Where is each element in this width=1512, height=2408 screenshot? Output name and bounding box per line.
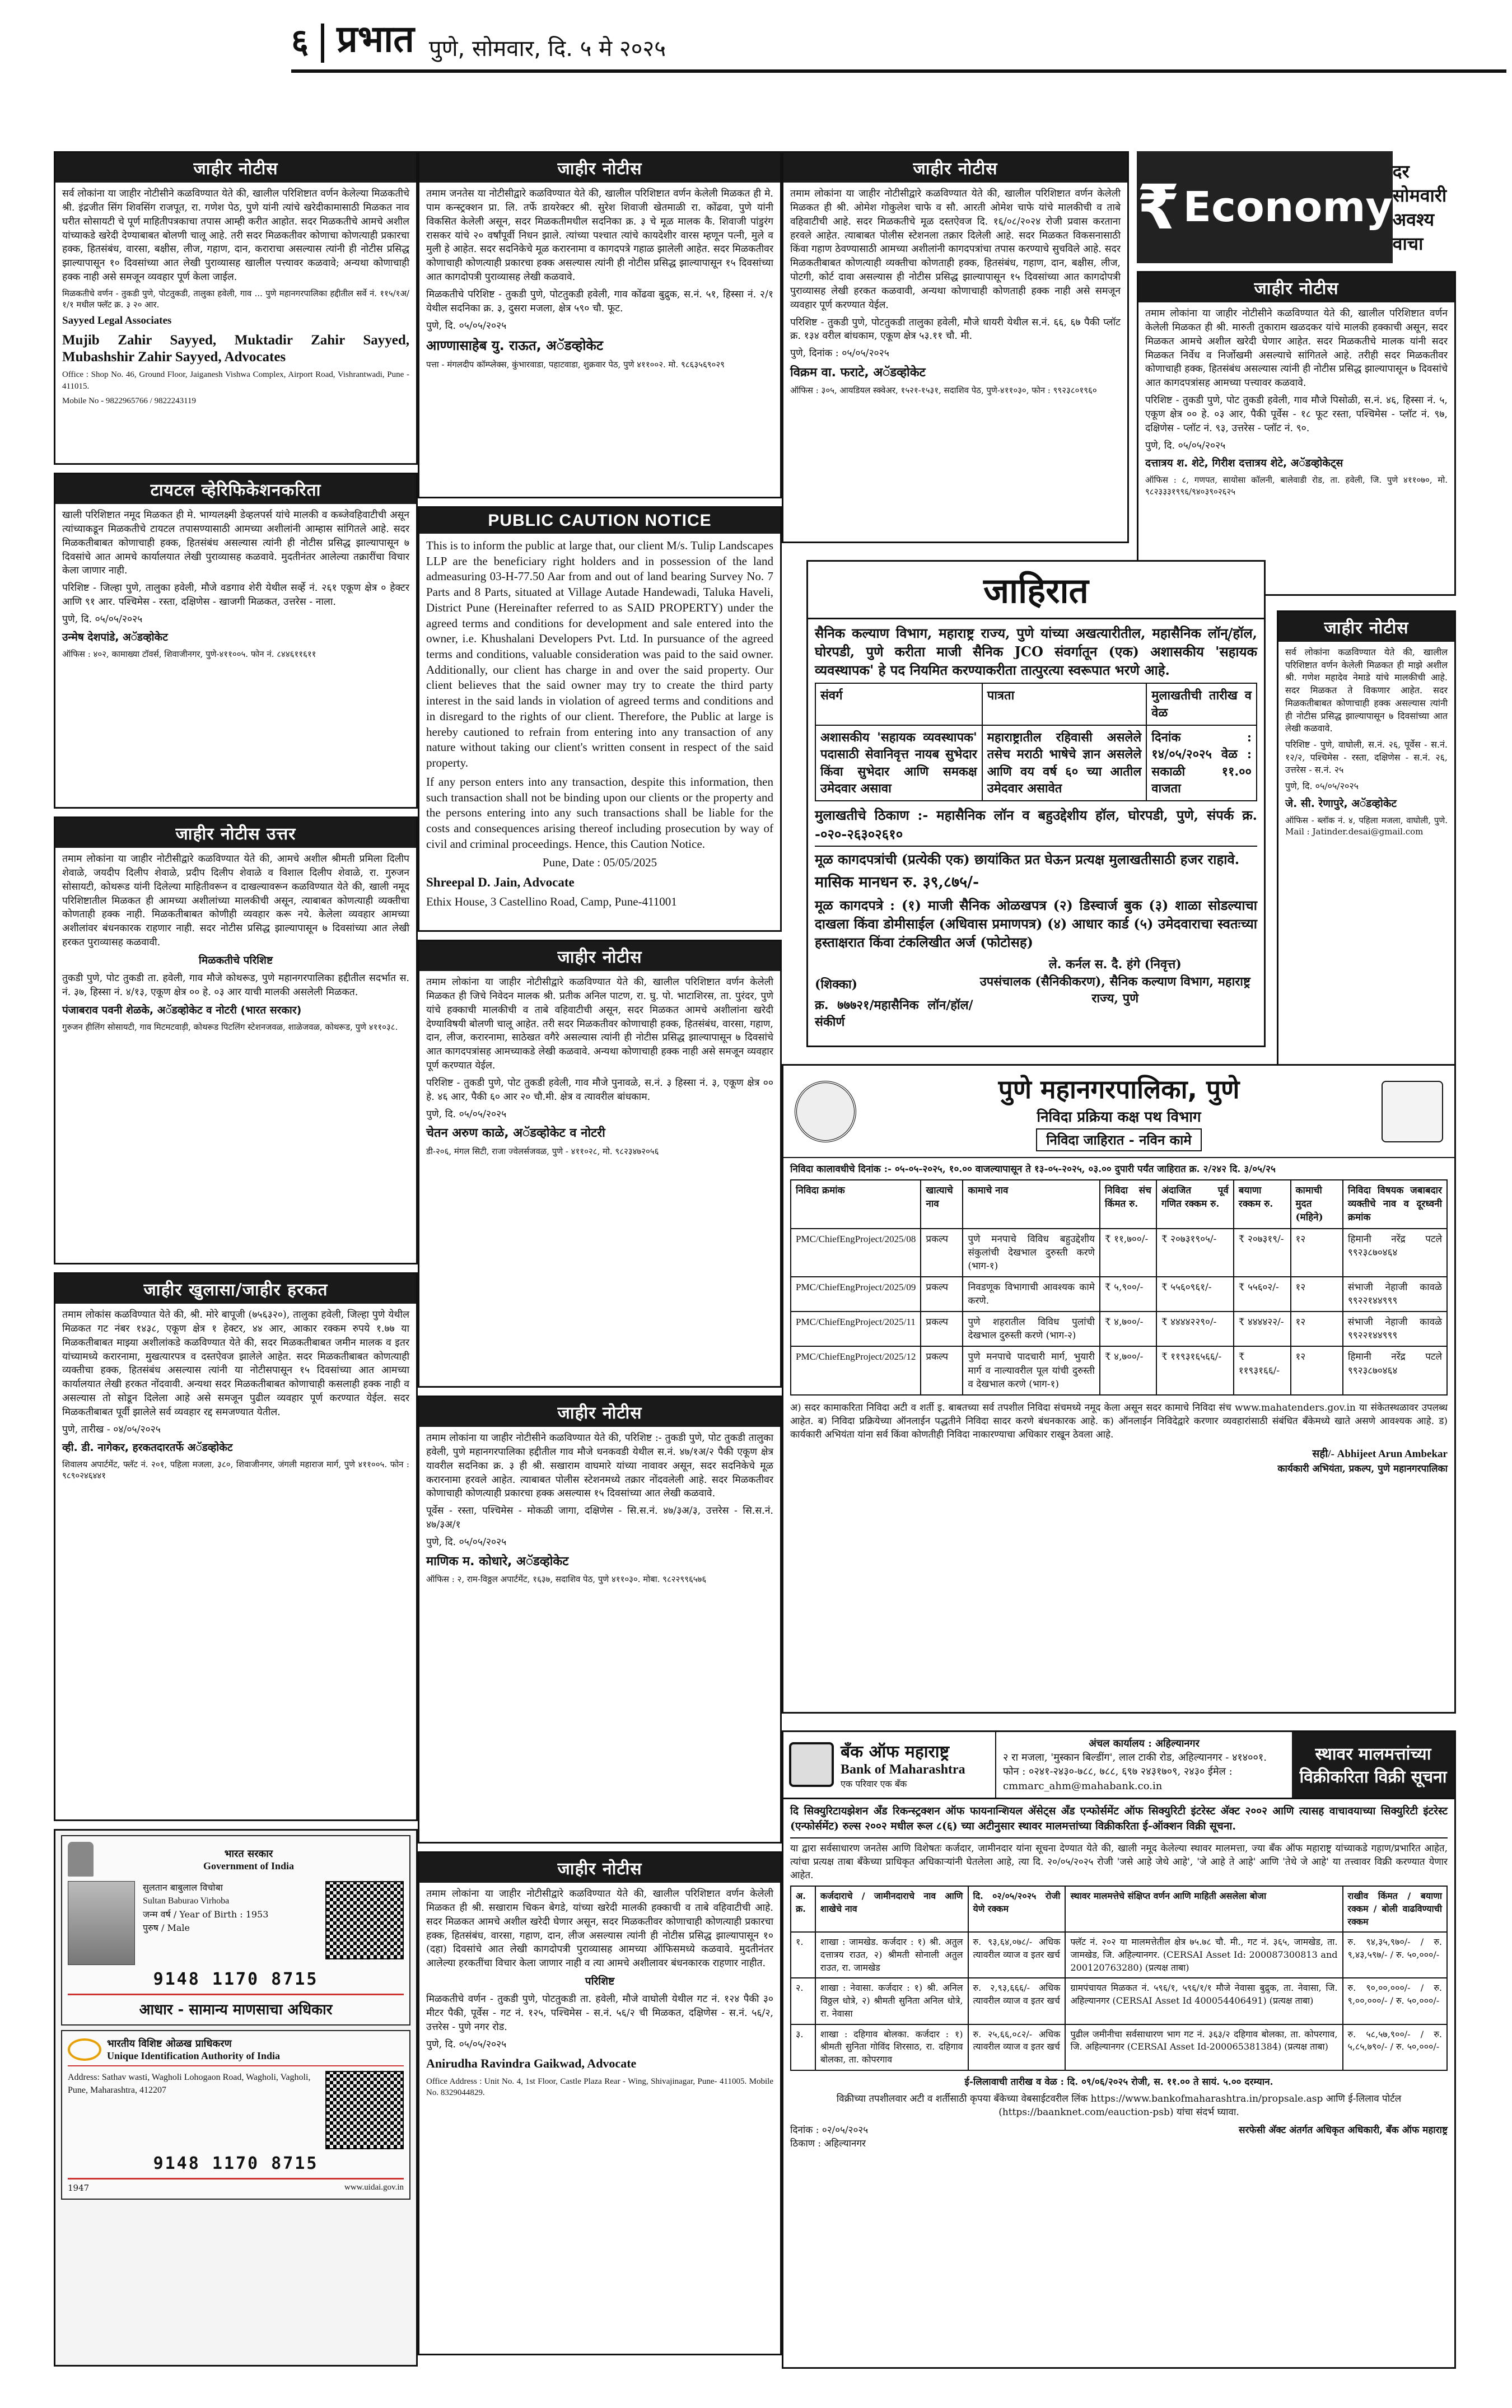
ad-designation: उपसंचालक (सैनिकीकरण), सैनिक कल्याण विभाग, महाराष्ट्र राज्य, पुणे: [979, 974, 1250, 1006]
notice-date: पुणे, दि. ०५/०५/२०२५: [426, 1536, 507, 1548]
caution-body-2: If any person enters into any transaction, despite this information, then such transaction shall not be binding upon our clients or the property and the persons entering into any such transactions shall be liable for the costs and consequences arising thereof including prosecution by way of civil and criminal proceedings. Hence, this Caution Notice.: [426, 774, 773, 851]
notice-heading: जाहीर नोटीस: [419, 1397, 780, 1427]
notice-objection: [54, 1272, 418, 1821]
emblem-icon: [68, 1842, 94, 1877]
notice-body: तमाम लोकांस कळविण्यात येते की, श्री. मोरे बापूजी (७५६३२०), तालुका हवेली, जिल्हा पुणे येथील मिळकत गट नंबर १४३८, एकूण क्षेत्र १ हेक्टर, ४४ आर, आकार रक्कम रुपये १.७७ या मिळकतीबाबत माझ्या अशीलांकडे कळविण्यात येते की, सदर मिळकतीबाबत जमीन मालक व इतर यांच्यामध्ये करारनामा, मुखत्यारपत्र व दस्तऐवज झालेले आहेत. सदर मिळकतीबाबत कोणत्याही व्यक्तीचा हक्क, हितसंबंध असल्यास त्यांनी या नोटीसपासून १५ दिवसांच्या आत आमच्या कार्यालयात लेखी हरकत नोंदवावी. अन्यथा सदर मिळकतीबाबत कोणाचाही कसलाही हक्क नाही व असल्यास तो सोडून दिलेला आहे असे समजून पुढील व्यवहार पूर्ण करण्यात येईल. सदर मिळकतीबाबत पूर्वी झालेले सर्व व्यवहार रद्द समजण्यात येतील.: [62, 1309, 409, 1418]
advocate-names: Mujib Zahir Sayyed, Muktadir Zahir Sayyed, Mubashshir Zahir Sayyed, Advocates: [62, 333, 409, 365]
notice-heading: जाहीर नोटीस: [55, 153, 416, 183]
pmc-signature: सही/- Abhijeet Arun Ambekar: [1312, 1448, 1448, 1460]
advocate-name: आण्णासाहेब यु. राऊत, अॅडव्होकेट: [426, 338, 604, 354]
auction-cell: १.: [791, 1932, 815, 1978]
notice-schedule: परिशिष्ट - तुकडी पुणे, पोट तुकडी हवेली, गाव मौजे पुनावळे, स.नं. ३ हिस्सा नं. ३, एकूण क्षेत्र ०० हे. ४६ आर, पैकी ६० आर २० चौ.मी. क्षेत्र व त्यावरील बांधकाम.: [426, 1077, 773, 1103]
pmc-cell: ₹ ११९३१६६/-: [1234, 1346, 1291, 1394]
qr-code-icon: [325, 2071, 404, 2149]
auction-col-head: दि. ०२/०५/२०२५ रोजी येणे रक्कम: [968, 1886, 1066, 1932]
notice-schedule: पूर्वेस - रस्ता, पश्चिमेस - मोकळी जागा, दक्षिणेस - सि.स.नं. ४७/३अ/३, उत्तरेस - सि.स.नं. ४७/३अ/१: [426, 1505, 773, 1531]
ad-cell: दिनांक : १४/०५/२०२५ वेळ : सकाळी ११.०० वाजता: [1146, 725, 1257, 801]
uidai-website: www.uidai.gov.in: [344, 2183, 404, 2192]
public-caution-notice: [418, 506, 782, 932]
pmc-col-head: निविदा संच किंमत रु.: [1100, 1180, 1156, 1228]
notice-schedule: परिशिष्ट - जिल्हा पुणे, तालुका हवेली, मौजे वडगाव शेरी येथील सर्व्हे नं. २६१ एकूण क्षेत्र ० हेक्टर आणि ९१ आर. पश्चिमेस - रस्ता, दक्षिणेस - खाजगी मिळकत, उत्तरेस - नाला.: [62, 582, 409, 608]
auction-cell: फ्लॅट नं. २०२ या मालमत्तेतील क्षेत्र ७५.७८ चौ. मी., गट नं. ३६५, जामखेड, ता. जामखेड, जि. अहिल्यानगर. (CERSAI Asset Id: 200087300813 and 200120763280) (प्रत्यक्ष ताबा): [1065, 1932, 1342, 1978]
bank-name: बँक ऑफ महाराष्ट्र: [841, 1742, 950, 1762]
auction-cell: शाखा : जामखेड. कर्जदार : १) श्री. अतुल दत्तात्रय राउत, २) श्रीमती सोनाली अतुल राउत, रा. जामखेड: [815, 1932, 968, 1978]
office-address: ऑफिस : ४०२, कामाख्या टॉवर्स, शिवाजीनगर, पुणे-४११००५. फोन नं. ८४४६११६११: [62, 648, 316, 659]
pmc-col-head: अंदाजित पूर्व गणित रक्कम रु.: [1156, 1180, 1234, 1228]
auction-cell: पुढील जमीनीचा सर्वसाधारण भाग गट नं. ३६३/२ दहिगाव बोलका, ता. कोपरगाव, जि. अहिल्यानगर (CERSAI Asset Id-200065381384) (प्रत्यक्ष ताबा): [1065, 2024, 1342, 2070]
pmc-cell: संभाजी नेहाजी कावळे ९९२२१४४९९९: [1343, 1312, 1447, 1346]
table-row: [791, 2024, 1447, 2070]
ad-docs: मूळ कागदपत्रे : (१) माजी सैनिक ओळखपत्र (२) डिस्चार्ज बुक (३) शाळा सोडल्याचा दाखला किंवा डोमीसाईल (अधिवास प्रमाणपत्र) (४) आधार कार्ड (५) उमेदवाराचा स्वतःच्या हस्ताक्षरात किंवा टंकलिखीत अर्ज (फोटोसह): [815, 897, 1257, 951]
notice-schedule: परिशिष्ट - तुकडी पुणे, पोटतुकडी तालुका हवेली, मौजे धायरी येथील स.नं. ६६, ६७ पैकी प्लॉट क्र. १३४ वरील बांधकाम, एकूण क्षेत्र ५३.११ चौ. मी.: [790, 316, 1121, 342]
notice-heading: जाहीर नोटीस: [1278, 612, 1454, 642]
column-3: [782, 151, 1129, 554]
office-address: ऑफिस - ब्लॉक नं. ४, पहिला मजला, वाघोली, पुणे. Mail : Jatinder.desai@gmail.com: [1285, 815, 1448, 837]
bank-body: या द्वारा सर्वसाधारण जनतेस आणि विशेषतः कर्जदार, जामीनदार यांना सूचना देण्यात येते की, खाली नमूद केलेल्या स्थावर मालमत्ता, ज्या बँक ऑफ महाराष्ट्र यांच्याकडे गहाण/प्रभारित आहेत, त्यांचा प्रत्यक्ष ताबा बँकेच्या प्राधिकृत अधिकाऱ्यांनी घेतलेला आहे, त्या दि. २०/०५/२०२५ रोजी 'जसे आहे जेथे आहे', 'जे आहे ते आहे' आणि 'तेथे जे आहे' या तत्त्वावर विक्री करण्यात येणार आहेत.: [790, 1842, 1448, 1881]
pmc-col-head: निविदा विषयक जबाबदार व्यक्तीचे नाव व दूरध्वनी क्रमांक: [1343, 1180, 1447, 1228]
bank-office: अंचल कार्यालय : अहिल्यानगर: [1089, 1738, 1200, 1749]
advocate-name: दत्तात्रय श. शेटे, गिरीश दत्तात्रय शेटे, अॅडव्होकेट्स: [1145, 457, 1343, 470]
office-address: गुरुजन हीलिंग सोसायटी, गाव मिटमटवाड़ी, कोथरूड पिटलिंग स्टेशनजवळ, शाळेजवळ, कोथरूड, पुणे ४११०३८.: [62, 1021, 398, 1032]
ad-cell: महाराष्ट्रातील रहिवासी असलेले तसेच मराठी भाषेचे ज्ञान असलेले आणि वय वर्ष ६० च्या आतील उमेदवार असावेत: [982, 725, 1147, 801]
notice-patan: [418, 940, 782, 1388]
aadhaar-logo-icon: [68, 2038, 101, 2061]
pmc-cell: ₹ ५,९००/-: [1100, 1277, 1156, 1312]
notice-date: पुणे, दि. ०५/०५/२०२५: [1285, 781, 1359, 792]
office-address: ऑफिस : २, राम-विठ्ठल अपार्टमेंट, १६३७, सदाशिव पेठ, पुणे ४११०३०. मोबा. ९८२२९९६५७६: [426, 1574, 707, 1584]
notice-date: पुणे, दि. ०५/०५/२०२५: [426, 2038, 507, 2050]
qr-code-icon: [325, 1881, 404, 1959]
pmc-cell: निवडणूक विभागाची आवश्यक कामे करणे.: [963, 1277, 1099, 1312]
gov-label: भारत सरकार: [224, 1847, 273, 1860]
table-row: [791, 1229, 1447, 1277]
pmc-subtitle: निविदा प्रक्रिया कक्ष पथ विभाग: [1037, 1109, 1201, 1126]
advocate-name: व्ही. डी. नागेकर, हरकतदारतर्फे अॅडव्होकेट: [62, 1441, 233, 1454]
masthead: [291, 11, 1506, 73]
economy-tag-1: दर सोमवारी: [1392, 161, 1447, 206]
economy-banner: [1137, 151, 1456, 263]
auction-terms: विक्रीच्या तपशीलवार अटी व शर्तीसाठी कृपया बँकेच्या वेबसाईटवरील लिंक https://www.bankofmaharashtra.in/propsale.asp आणि ई-लिलाव पोर्टल (https://baanknet.com/eauction-psb) यांचा संदर्भ घ्यावा.: [836, 2093, 1402, 2118]
advocate-name: विक्रम वा. फराटे, अॅडव्होकेट: [790, 366, 926, 380]
ad-intro: सैनिक कल्याण विभाग, महाराष्ट्र राज्य, पुणे यांच्या अखत्यारीतील, महासैनिक लॉन्/हॉल, घोरपडी, पुणे करीता माजी सैनिक JCO संवर्गातून (एक) अशासकीय 'सहायक व्यवस्थापक' हे पद नियमित करण्याकरीता तात्पुरत्या स्वरूपात भरणे आहे.: [815, 625, 1257, 679]
aadhaar-card-image: [54, 1829, 418, 2367]
ad-title: जाहिरात: [808, 562, 1264, 619]
pmc-col-head: निविदा क्रमांक: [791, 1180, 921, 1228]
pmc-table: [790, 1179, 1448, 1396]
notice-heading: टायटल व्हेरिफिकेशनकरिता: [55, 474, 416, 504]
pmc-col-head: खात्याचे नाव: [921, 1180, 963, 1228]
advocate-name: उन्मेष देशपांडे, अॅडव्होकेट: [62, 631, 168, 643]
notice-body: तमाम लोकांना या जाहीर नोटीसीने कळविण्यात येते की, परिशिष्ट :- तुकडी पुणे, पोट तुकडी तालुका हवेली, पुणे महानगरपालिका हद्दीतील गाव मौजे धनकवडी येथील स.नं. ४७/१अ/२ पैकी एकूण क्षेत्र यावरील सदनिका क्र. ३ ही श्री. सखाराम वाघमारे यांच्या नावावर असून, सदर सदनिकेचे मूळ करारनामा हरवले आहेत. त्याबाबत पोलीस स्टेशनमध्ये तक्रार नोंदवलेली आहे. सदर मिळकतीवर कोणाचाही कोणत्याही प्रकारचा हक्क असल्यास १५ दिवसांच्या आत लेखी कळवावे.: [426, 1432, 773, 1500]
pmc-emblem-icon: [795, 1081, 856, 1142]
pmc-tender-ad: [782, 1064, 1456, 1714]
pmc-cell: ₹ २०७३१९०५/-: [1156, 1229, 1234, 1277]
aadhaar-back: [61, 2030, 410, 2200]
aadhaar-slogan: आधार - सामान्य माणसाचा अधिकार: [68, 1994, 404, 2019]
pmc-sub2: निविदा जाहिरात - नविन कामे: [1036, 1128, 1201, 1151]
notice-reply: [54, 816, 418, 1264]
ad-seal: (शिक्का): [815, 977, 858, 992]
notice-body: सर्व लोकांना कळविण्यात येते की, खालील परिशिष्टात वर्णन केलेली मिळकत ही माझे अशील श्री. गणेश महादेव नेमाडे यांचे मालकीची आहे. सदर मिळकत ते विकणार आहेत. सदर मिळकतीबाबत कोणाचाही हक्क असल्यास त्यांनी ही नोटीस प्रसिद्ध झाल्यापासून ७ दिवसांच्या आत लेखी कळवावे.: [1285, 647, 1448, 734]
auction-col-head: कर्जदाराचे / जामीनदाराचे नाव आणि शाखेचे नाव: [815, 1886, 968, 1932]
caution-body-1: This is to inform the public at large that, our client M/s. Tulip Landscapes LLP are the beneficiary right holders and in possession of the land admeasuring 03-H-77.50 Aar from and out of land bearing Survey No. 7 Parts and 8 Parts, situated at Village Autade Handewadi, Taluka Haveli, District Pune (Hereinafter referred to as SAID PROPERTY) under the agreed terms and conditions for development and sale entered into the owner, i.e. Khushalani Developers Pvt. Ltd. In pursuance of the agreed terms and conditions, valuable consideration was paid to the said owner. Additionally, our client has charge in and over the said property. Our client believes that the said owner may try to create the third party interest in the said lands in violation of agreed terms and conditions and in disregard to the rights of our client. Therefore, the Public at large is hereby cautioned to refrain from entering into any transaction of any nature without taking our client's written consent in respect of the said property.: [426, 539, 773, 770]
pmc-cell: PMC/ChiefEngProject/2025/09: [791, 1277, 921, 1312]
notice-date: पुणे, दि. ०५/०५/२०२५: [426, 1108, 507, 1120]
notice-chafe: [782, 151, 1129, 543]
notice-date: पुणे, दि. ०५/०५/२०२५: [426, 320, 507, 332]
notice-raut: [418, 151, 782, 498]
g20-logo-icon: [1382, 1081, 1443, 1142]
notice-schedule: परिशिष्ट - तुकडी पुणे, पोट तुकडी हवेली, गाव मौजे पिसोळी, स.नं. ४६, हिस्सा नं. ५, एकूण क्षेत्र ०० हे. ०३ आर, पैकी पूर्वेस - १८ फूट रस्ता, पश्चिमेस - प्लॉट नं. ९७, दक्षिणेस - प्लॉट नं. ९३, उत्तरेस - प्लॉट नं. ९०.: [1145, 395, 1448, 434]
column-2: [418, 151, 782, 2369]
table-row: [791, 1978, 1447, 2024]
notice-heading: PUBLIC CAUTION NOTICE: [419, 508, 780, 534]
pmc-cell: ₹ ४,७००/-: [1100, 1346, 1156, 1394]
auction-cell: रु. ५८,५७,९००/- / रु. ५,८५,७९०/- / रु. ५०,०००/-: [1343, 2024, 1448, 2070]
recruitment-ad: [806, 560, 1266, 1047]
notice-schedule: परिशिष्ट - पुणे, वाघोली, स.नं. २६, पूर्वेस - स.नं. १२/२, पश्चिमेस - रस्ता, दक्षिणेस - स.नं. २६, उत्तरेस - स.नं. २५: [1285, 739, 1448, 776]
pmc-cell: PMC/ChiefEngProject/2025/08: [791, 1229, 921, 1277]
notice-body: सर्व लोकांना या जाहीर नोटीसीने कळविण्यात येते की, खालील परिशिष्टात वर्णन केलेल्या मिळकतीचे श्री. इंद्रजीत सिंग शिवसिंग राजपूत, रा. गणेश पेठ, पुणे यांनी त्यांचे खरेदीकामासाठी मिळकत नाव घरीत सोसायटी चे पूर्ण माहितीपत्रकाचा तपास आम्ही करीत आहोत. सदर मिळकतीचे आमचे अशील यांच्याकडे खरेदी देण्याबाबत बोलणी चालू आहे. तरी सदर मिळकतीवर कोणाचा कोणत्याही प्रकारचा हक्क, हितसंबंध, वारसा, बक्षीस, लीज, गहाण, दान, कराराचा असल्यास त्यांनी ही नोटीस प्रसिद्ध झाल्यापासून १० दिवसांच्या आत लेखी पुराव्यासह खालील पत्त्यावर कळवावे; अन्यथा कोणाचाही हक्क नाही असे समजून व्यवहार पूर्ण केला जाईल.: [62, 188, 409, 283]
office-address: Ethix House, 3 Castellino Road, Camp, Pune-411001: [426, 895, 677, 909]
advocate-name: पंजाबराव पवनी शेळके, अॅडव्होकेट व नोटरी (भारत सरकार): [62, 1004, 302, 1016]
notice-body: खाली परिशिष्टात नमूद मिळकत ही मे. भाग्यलक्ष्मी डेव्हलपर्स यांचे मालकी व कब्जेवहिवाटीची असून त्यांच्याकडून मिळकतीचे टायटल तपासण्यासाठी आमच्या अशीलांनी आम्हास सांगितले आहे. सदर मिळकतीबाबत कोणाचाही हक्क, हितसंबंध असल्यास त्यांनी ही नोटीस प्रसिद्ध झाल्यापासून ७ दिवसांचे आत आमचे कार्यालयात लेखी पुराव्यासह कळवावे. मुदतीनंतर आलेल्या तक्रारींचा विचार केला जाणार नाही.: [62, 510, 409, 577]
pmc-cell: प्रकल्प: [921, 1277, 963, 1312]
authority-label: भारतीय विशिष्ट ओळख प्राधिकरण: [107, 2038, 232, 2050]
dateline: पुणे, सोमवार, दि. ५ मे २०२५: [428, 36, 666, 62]
notice-heading: जाहीर नोटीस: [783, 153, 1127, 183]
advocate-name: जे. सी. रेणापुरे, अॅडव्होकेट: [1285, 797, 1397, 810]
ad-salary: मासिक मानधन रु. ३९,८७५/-: [815, 873, 979, 891]
notice-schedule: तुकडी पुणे, पोट तुकडी ता. हवेली, गाव मौजे कोथरूड, पुणे महानगरपालिका हद्दीतील सदर्भात स. नं. ३७, हिस्सा नं. ४/१३, एकूण क्षेत्र ०० हे. ०३ आर याची मालकी असलेली मिळकत.: [62, 972, 409, 998]
bank-address: २ रा मजला, 'मुस्कान बिल्डींग', लाल टाकी रोड, अहिल्यानगर - ४१४००१. फोन : ०२४१-२४३०-७८८, ७८८, ६९७ २४३१७०९, २४३० ईमेल : cmmarc_ahm@mahabank.co.in: [1003, 1752, 1267, 1792]
pmc-dates: निविदा कालावधीचे दिनांक :- ०५-०५-२०२५, १०.०० वाजल्यापासून ते १३-०५-२०२५, ०३.०० दुपारी पर्यंत जाहिरात क्र. २/२४२ दि. ३/०५/२५: [790, 1164, 1276, 1175]
notice-dhankawadi: [418, 1396, 782, 1844]
holder-name-en: Sultan Baburao Virhoba: [143, 1896, 230, 1906]
notice-place: ठिकाण : अहिल्यानगर: [790, 2138, 866, 2150]
notice-schedule: मिळकतीचे वर्णन - तुकडी पुणे, पोटतुकडी, तालुका हवेली, गाव ... पुणे महानगरपालिका हद्दीतील सर्वे नं. ११५/१अ/१/१ मधील फ्लॅट क्र. ३ २० आर.: [62, 288, 409, 310]
notice-body: तमाम जनतेस या नोटीसीद्वारे कळविण्यात येते की, खालील परिशिष्टात वर्णन केलेली मिळकत ही मे. पाम कन्स्ट्रक्शन प्रा. लि. तर्फे डायरेक्टर श्री. सुरेश शिवाजी खेतमाळी रा. कोंढवा, पुणे यांनी विकसित केलेली असून, सदर मिळकतीमधील सदनिका क्र. ३ चे मूळ मालक कै. शिवाजी पांडुरंग रासकर यांचे २० वर्षांपूर्वी निधन झाले. त्यांच्या पश्चात त्यांचे कायदेशीर वारस म्हणून पत्नी, मुले व मुली हे आहेत. सदर सदनिकेचे मूळ करारनामा व कागदपत्रे गहाळ झालेली आहेत. सदर मिळकतीवर कोणाचाही कोणत्याही प्रकारचा हक्क असल्यास त्यांनी ही नोटीस प्रसिद्ध झाल्यापासून १५ दिवसांच्या आत कागदोपत्री पुराव्यासह लेखी कळवावे.: [426, 188, 773, 283]
pmc-cell: पुणे शहरातील विविध पुलांची देखभाल दुरुस्ती करणे (भाग-२): [963, 1312, 1099, 1346]
notice-body: तमाम लोकांना या जाहीर नोटीसीद्वारे कळविण्यात येते की, खालील परिशिष्टात वर्णन केलेली मिळकत ही श्री. सखाराम चिकन बेगडे, यांच्या खरेदी मालकी हक्काची व ताबे वहिवाटीची आहे. सदर मिळकत आमचे अशील खरेदी घेणार असून, सदर मिळकतीवर कोणाचाही कोणत्याही प्रकारचा हक्क, हितसंबंध, वारसा, गहाण, दान, लीज असल्यास त्यांनी ही नोटीस प्रसिद्ध झाल्यापासून १० (दहा) दिवसांचे आत लेखी कागदोपत्री पुराव्यासह आमच्या ऑफिसमध्ये कळवावे. मुदतीनंतर आलेल्या हरकतींचा विचार केला जाणार नाही व त्या आमचे अशीलावर बंधनकारक राहणार नाहीत.: [426, 1888, 773, 1970]
auction-cell: रु. २५,६६,०८२/- अधिक त्यावरील व्याज व इतर खर्च: [968, 2024, 1066, 2070]
notice-body: तमाम लोकांना या जाहीर नोटीसीने कळविण्यात येते की, खालील परिशिष्टात वर्णन केलेली मिळकत ही श्री. मारुती तुकाराम खळदकर यांचे मालकी हक्काची असून, सदर मिळकत आमचे अशील खरेदी घेणार आहेत. सदर मिळकतीचे मालक यांनी सदर मिळकत निर्वेध व निर्जोखमी असल्याचे सांगितले आहे. तरीही सदर मिळकतीवर कोणाचाही हक्क, हितसंबंध असल्यास त्यांनी ही नोटीस प्रसिद्ध झाल्यापासून ७ दिवसांचे आत कागदपत्रांसह आमच्या पत्त्यावर कळवावे.: [1145, 308, 1448, 389]
masthead-divider: [321, 24, 324, 63]
office-address: ऑफिस : ३०५, आयडियल स्क्वेअर, १५२१-१५३१, सदाशिव पेठ, पुणे-४११०३०, फोन : ९९२३८०१९६०: [790, 385, 1097, 396]
ad-signatory: ले. कर्नल स. दै. हंगे (निवृत्त): [1048, 957, 1182, 972]
auction-col-head: स्थावर मालमत्तेचे संक्षिप्त वर्णन आणि माहिती असलेला बोजा: [1065, 1886, 1342, 1932]
auction-date: ई-लिलावाची तारीख व वेळ : दि. ०९/०६/२०२५ रोजी, स. ११.०० ते सायं. ५.०० दरम्यान.: [964, 2076, 1273, 2088]
advocate-name: Anirudha Ravindra Gaikwad, Advocate: [426, 2056, 637, 2071]
auction-table: [790, 1886, 1448, 2071]
advocate-name: माणिक म. कोधारे, अॅडव्होकेट: [426, 1554, 569, 1569]
pmc-cell: १२: [1291, 1346, 1343, 1394]
pmc-cell: १२: [1291, 1312, 1343, 1346]
pmc-notes: अ) सदर कामाकरिता निविदा अटी व शर्ती इ. बाबतच्या सर्व तपशील निविदा संचमध्ये नमूद केला असून सदर कामाचे निविदा संच www.mahatenders.gov.in या संकेतस्थळावर उपलब्ध आहेत. ब) निविदा प्रक्रियेच्या ऑनलाईन पद्धतीने निविदा सादर करणे बंधनकारक आहे. क) ऑनलाईन निविदेद्वारे करणार व्यवहारांसाठी संबंधित बँकेमध्ये खाते असणे आवश्यक आहे. ड) कार्यकारी अभियंता यांना सर्व किंवा कोणतीही निविदा नाकारण्याचा अधिकार राखून ठेवला आहे.: [790, 1402, 1448, 1440]
holder-name: सुलतान बाबुलाल विचोबा: [143, 1882, 223, 1893]
auction-cell: शाखा : नेवासा. कर्जदार : १) श्री. अनिल विठ्ठल धोत्रे, २) श्रीमती सुनिता अनिल धोत्रे, रा. नेवासा: [815, 1978, 968, 2024]
gov-label-en: Government of India: [203, 1860, 294, 1872]
pmc-cell: संभाजी नेहाजी कावळे ९९२२१४४९९९: [1343, 1277, 1447, 1312]
notice-khaladkar: [1137, 271, 1456, 596]
office-address: पत्ता - मंगलदीप कॉम्प्लेक्स, कुंभारवाडा, पहाटवाडा, शुक्रवार पेठ, पुणे ४११००२. मो. ९८६३५६९०२९: [426, 359, 725, 370]
notice-date: Pune, Date : 05/05/2025: [542, 856, 657, 870]
bank-auction-notice: [782, 1730, 1456, 2369]
newspaper-brand: प्रभात: [337, 17, 414, 60]
pmc-cell: प्रकल्प: [921, 1229, 963, 1277]
aadhaar-number-back: 9148 1170 8715: [153, 2154, 319, 2173]
pmc-cell: पुणे मनपाचे विविध बहुउद्देशीय संकुलांची देखभाल दुरुस्ती करणे (भाग-१): [963, 1229, 1099, 1277]
pmc-cell: हिमानी नरेंद्र पटले ९९२३८७०४६४: [1343, 1229, 1447, 1277]
notice-gaikwad: [418, 1851, 782, 2355]
auction-cell: रु. २,९३,६६६/- अधिक त्यावरील व्याज व इतर खर्च: [968, 1978, 1066, 2024]
advocate-name: Shreepal D. Jain, Advocate: [426, 875, 575, 890]
notice-sayyed: [54, 151, 418, 465]
notice-date: पुणे, तारीख - ०४/०५/२०२५: [62, 1424, 161, 1435]
bank-tagline: एक परिवार एक बँक: [841, 1779, 907, 1790]
office-address: Office : Shop No. 46, Ground Floor, Jaiganesh Vishwa Complex, Airport Road, Vishrantwadi, Pune - 411015.: [62, 370, 409, 391]
auction-cell: शाखा : दहिगाव बोलका. कर्जदार : १) श्रीमती सुनिता गोविंद शिरसाठ, रा. दहिगाव बोलका, ता. कोपरगाव: [815, 2024, 968, 2070]
pmc-cell: ₹ ११९३१६५६६/-: [1156, 1346, 1234, 1394]
sale-notice-box: स्थावर मालमत्तांच्या विक्रीकरिता विक्री सूचना: [1292, 1732, 1454, 1798]
schedule-heading: मिळकतीचे परिशिष्ट: [198, 954, 273, 967]
pmc-col-head: बयाणा रक्कम रु.: [1234, 1180, 1291, 1228]
notice-date: पुणे, दिनांक : ०५/०५/२०२५: [790, 348, 889, 360]
pmc-cell: ₹ ५५६०९६१/-: [1156, 1277, 1234, 1312]
notice-nemade: [1277, 610, 1456, 1103]
auction-cell: रु. ९४,३५,९७०/- / रु. ९,४३,५९७/- / रु. ५०,०००/-: [1343, 1932, 1448, 1978]
pmc-cell: पुणे मनपाचे पादचारी मार्ग, भुयारी मार्ग व नाल्यावरील पूल यांची दुरुस्ती व देखभाल करणे (भाग-१): [963, 1346, 1099, 1394]
ad-col-head: मुलाखतीची तारीख व वेळ: [1146, 683, 1257, 725]
schedule-heading: परिशिष्ट: [585, 1975, 615, 1988]
bank-signatory: सरफेसी अ‍ॅक्ट अंतर्गत अधिकृत अधिकारी, बँक ऑफ महाराष्ट्र: [1239, 2125, 1448, 2136]
bank-logo-icon: [789, 1742, 834, 1787]
rupee-icon: ₹: [1137, 171, 1180, 243]
notice-heading: जाहीर खुलासा/जाहीर हरकत: [55, 1274, 416, 1304]
table-row: [791, 1346, 1447, 1394]
table-row: [791, 1932, 1447, 1978]
notice-body: तमाम लोकांना या जाहीर नोटीसीद्वारे कळविण्यात येते की, आमचे अशील श्रीमती प्रमिला दिलीप शेवाळे, जयदीप दिलीप शेवाळे, प्रदीप दिलीप शेवाळे व विशाल दिलीप शेवाळे, रा. गुरुजन सोसायटी, कोथरूड यांनी दिलेल्या माहितीवरून व दाखल्यावरून कळविण्यात येते की, खाली नमूद परिशिष्टातील मिळकत ही आमच्या अशीलांच्या मालकीची असून, त्याबाबत कोणत्याही व्यक्तीचा कोणताही हक्क नाही. मिळकतीबाबत कोणीही व्यवहार करू नये. केलेला व्यवहार आमच्या अशीलांवर बंधनकारक राहणार नाही. सदर नोटीस प्रसिद्ध झाल्यापासून ७ दिवसांच्या आत लेखी हरकत पुराव्यासह कळवावी.: [62, 853, 409, 949]
authority-label-en: Unique Identification Authority of India: [107, 2050, 281, 2061]
bank-name-en: Bank of Maharashtra: [841, 1762, 965, 1777]
office-address: डी-२०६, मंगल सिटी, राजा ज्वेलर्सजवळ, पुणे - ४११०२८, मो. ९८२३४७२०५६: [426, 1146, 659, 1156]
holder-gender: पुरुष / Male: [143, 1922, 190, 1933]
bank-lead: दि सिक्युरिटायझेशन अँड रिकन्स्ट्रक्शन ऑफ फायनान्शियल अ‍ॅसेट्स अँड एन्फोर्समेंट ऑफ सिक्युरिटी इंटरेस्ट अ‍ॅक्ट २००२ आणि त्यासह वाचावयाच्या सिक्युरिटी इंटरेस्ट (एन्फोर्समेंट) रुल्स २००२ मधील रूल ८(६) च्या अटीनुसार स्थावर मालमत्तांच्या विक्रीकरिता ई-ऑक्शन विक्री सूचना.: [790, 1804, 1448, 1838]
holder-address: Address: Sathav wasti, Wagholi Lohogaon Road, Wagholi, Vagholi, Pune, Maharashtra, 412207: [68, 2073, 311, 2096]
helpline-number: 1947: [68, 2183, 90, 2193]
auction-cell: ग्रामपंचायत मिळकत नं. ५९६/१, ५९६/१/१ मौजे नेवासा बुद्रुक, ता. नेवासा, जि. अहिल्यानगर (CERSAI Asset Id 400054406491) (प्रत्यक्ष ताबा): [1065, 1978, 1342, 2024]
pmc-cell: १२: [1291, 1229, 1343, 1277]
auction-cell: ३.: [791, 2024, 815, 2070]
pmc-cell: ₹ ४४४४२२९०/-: [1156, 1312, 1234, 1346]
pmc-cell: प्रकल्प: [921, 1312, 963, 1346]
page-number: ६: [291, 22, 309, 61]
auction-col-head: राखीव किंमत / बयाणा रक्कम / बोली वाढविण्याची रक्कम: [1343, 1886, 1448, 1932]
notice-date: दिनांक : ०२/०५/२०२५: [790, 2125, 869, 2136]
pmc-cell: ₹ ११,७००/-: [1100, 1229, 1156, 1277]
office-address: शिवालय अपार्टमेंट, फ्लॅट नं. २०१, पहिला मजला, ३८०, शिवाजीनगर, जंगली महाराज मार्ग, पुणे ४११००५. फोन : ९८९०२४६४४१: [62, 1459, 409, 1481]
notice-schedule: मिळकतीचे परिशिष्ट - तुकडी पुणे, पोटतुकडी हवेली, गाव कोंढवा बुद्रुक, स.नं. ५१, हिस्सा नं. २/१ येथील सदनिका क्र. ३, दुसरा मजला, क्षेत्र ५९० चौ. फूट.: [426, 288, 773, 314]
pmc-title: पुणे महानगरपालिका, पुणे: [998, 1074, 1240, 1104]
notice-body: तमाम लोकांना या जाहीर नोटीसीद्वारे कळविण्यात येते की, खालील परिशिष्टात वर्णन केलेली मिळकत ही जिचे निवेदन मालक श्री. प्रतीक अनिल पाटण, रा. घु. पो. भाटाशिरस, ता. पुरंदर, पुणे यांचे हक्काची मालकीची व ताबे वहिवाटीची असून, सदर मिळकत आमचे अशीलांना खरेदी देण्याविषयी बोलणी चालू आहेत. तरी सदर मिळकतीवर कोणाचाही हक्क, हितसंबंध, वारसा, गहाण, दान, लीज, करारनामा, साठेखत वगैरे असल्यास त्यांनी ही नोटीस प्रसिद्ध झाल्यापासून ७ दिवसांचे आत कागदपत्रांसह आमच्याकडे लेखी कळवावे. अन्यथा कोणाचाही हक्क नाही असे समजून व्यवहार पूर्ण करण्यात येईल.: [426, 977, 773, 1072]
pmc-cell: ₹ ४४४४२२/-: [1234, 1312, 1291, 1346]
mobile-numbers: Mobile No - 9822965766 / 9822243119: [62, 396, 197, 405]
notice-heading: जाहीर नोटीस उत्तर: [55, 818, 416, 848]
notice-schedule: मिळकतीचे वर्णन - तुकडी पुणे, पोटतुकडी ता. हवेली, मौजे वाघोली येथील गट नं. १२४ पैकी ३० मीटर पैकी, पूर्वेस - गट नं. १२५, पश्चिमेस - स.नं. ५६/२ ची मिळकत, दक्षिणेस - स.नं. ५६/२, उत्तरेस - पुणे नगर रोड.: [426, 1994, 773, 2033]
economy-tag-2: अवश्य वाचा: [1392, 209, 1435, 254]
advocate-name: चेतन अरुण काळे, अॅडव्होकेट व नोटरी: [426, 1126, 605, 1141]
firm-name: Sayyed Legal Associates: [62, 315, 172, 327]
table-row: [791, 1277, 1447, 1312]
pmc-cell: ₹ ४,७००/-: [1100, 1312, 1156, 1346]
pmc-cell: PMC/ChiefEngProject/2025/12: [791, 1346, 921, 1394]
pmc-signatory-designation: कार्यकारी अभियंता, प्रकल्प, पुणे महानगरपालिका: [1277, 1463, 1448, 1475]
holder-photo: [68, 1881, 135, 1965]
ad-col-head: संवर्ग: [815, 683, 982, 725]
pmc-cell: ₹ ५५६०२/-: [1234, 1277, 1291, 1312]
notice-heading: जाहीर नोटीस: [419, 153, 780, 183]
ad-table: [815, 683, 1257, 801]
pmc-cell: प्रकल्प: [921, 1346, 963, 1394]
auction-col-head: अ. क्र.: [791, 1886, 815, 1932]
notice-title-verification: [54, 473, 418, 809]
pmc-col-head: कामाची मुदत (महिने): [1291, 1180, 1343, 1228]
ad-venue: मुलाखतीचे ठिकाण :- महासैनिक लॉन व बहुउद्देशीय हॉल, घोरपडी, पुणे, संपर्क क्र. -०२०-२६३०२६१०: [815, 806, 1257, 846]
notice-date: पुणे, दि. ०५/०५/२०२५: [1145, 440, 1226, 451]
notice-heading: जाहीर नोटीस: [419, 941, 780, 971]
column-1: [54, 151, 418, 2369]
auction-cell: रु. ९०,००,०००/- / रु. ९,००,०००/- / रु. ५०,०००/-: [1343, 1978, 1448, 2024]
ad-ref: क्र. ७७७२१/महासैनिक लॉन/हॉल/संकीर्ण: [815, 997, 973, 1030]
office-address: Office Address : Unit No. 4, 1st Floor, Castle Plaza Rear - Wing, Shivajinagar, Pune- 411005. Mobile No. 8329044829.: [426, 2076, 773, 2097]
aadhaar-number: 9148 1170 8715: [153, 1970, 319, 1989]
pmc-cell: PMC/ChiefEngProject/2025/11: [791, 1312, 921, 1346]
pmc-cell: ₹ २०७३१९/-: [1234, 1229, 1291, 1277]
column-5: [1277, 610, 1456, 1109]
ad-col-head: पात्रता: [982, 683, 1147, 725]
aadhaar-front: [61, 1835, 410, 2026]
pmc-cell: १२: [1291, 1277, 1343, 1312]
economy-word: Economy: [1183, 183, 1393, 231]
ad-cell: अशासकीय 'सहायक व्यवस्थापक' पदासाठी सेवानिवृत्त नायब सुभेदार किंवा सुभेदार आणि समकक्ष उमेदवार असावा: [815, 725, 982, 801]
pmc-cell: हिमानी नरेंद्र पटले ९९२३८७०४६४: [1343, 1346, 1447, 1394]
notice-date: पुणे, दि. ०५/०५/२०२५: [62, 613, 143, 625]
notice-body: तमाम लोकांना या जाहीर नोटीसीद्वारे कळविण्यात येते की, खालील परिशिष्टात वर्णन केलेली मिळकत ही श्री. ओमेश गोकुलेश चाफे व सौ. आरती ओमेश चाफे यांचे मालकीची व ताबे वहिवाटीची आहे. सदर मिळकतीचे मूळ दस्तऐवज दि. १६/०८/२०२४ रोजी प्रवास करताना हरवले आहेत. त्याबाबत पोलीस स्टेशनला तक्रार दिलेली आहे. सदर मिळकत विकसनासाठी किंवा गहाण ठेवण्यासाठी आमच्या अशीलांनी कागदपत्रांचा तपास करण्याचे सुचविले आहे. सदर मिळकतीबाबत कोणत्याही व्यक्तीचा कोणताही हक्क, हितसंबंध, गहाण, दान, बक्षीस, लीज, पोटगी, कोर्ट दावा असल्यास ही नोटीस प्रसिद्ध झाल्यापासून १५ दिवसांच्या आत कागदोपत्री पुराव्यासह लेखी हरकत कळवावी, अन्यथा कोणाचाही कोणताही हक्क नाही असे समजून व्यवहार पूर्ण करण्यात येईल.: [790, 188, 1121, 311]
pmc-col-head: कामाचे नाव: [963, 1180, 1099, 1228]
notice-heading: जाहीर नोटीस: [1138, 273, 1454, 302]
auction-cell: २.: [791, 1978, 815, 2024]
notice-heading: जाहीर नोटीस: [419, 1853, 780, 1883]
holder-yob: जन्म वर्ष / Year of Birth : 1953: [143, 1909, 269, 1920]
office-address: ऑफिस : ८, गणपत, सायोसा कॉलनी, बालेवाडी रोड, ता. हवेली, जि. पुणे ४११०७०, मो. ९८२३३३१९९६/९४०३९०२६२५: [1145, 475, 1448, 497]
table-row: [791, 1312, 1447, 1346]
auction-cell: रु. ९३,६४,०७८/- अधिक त्यावरील व्याज व इतर खर्च: [968, 1932, 1066, 1978]
ad-docs-note: मूळ कागदपत्रांची (प्रत्येकी एक) छायांकित प्रत घेऊन प्रत्यक्ष मुलाखतीसाठी हजर राहावे.: [815, 851, 1240, 867]
